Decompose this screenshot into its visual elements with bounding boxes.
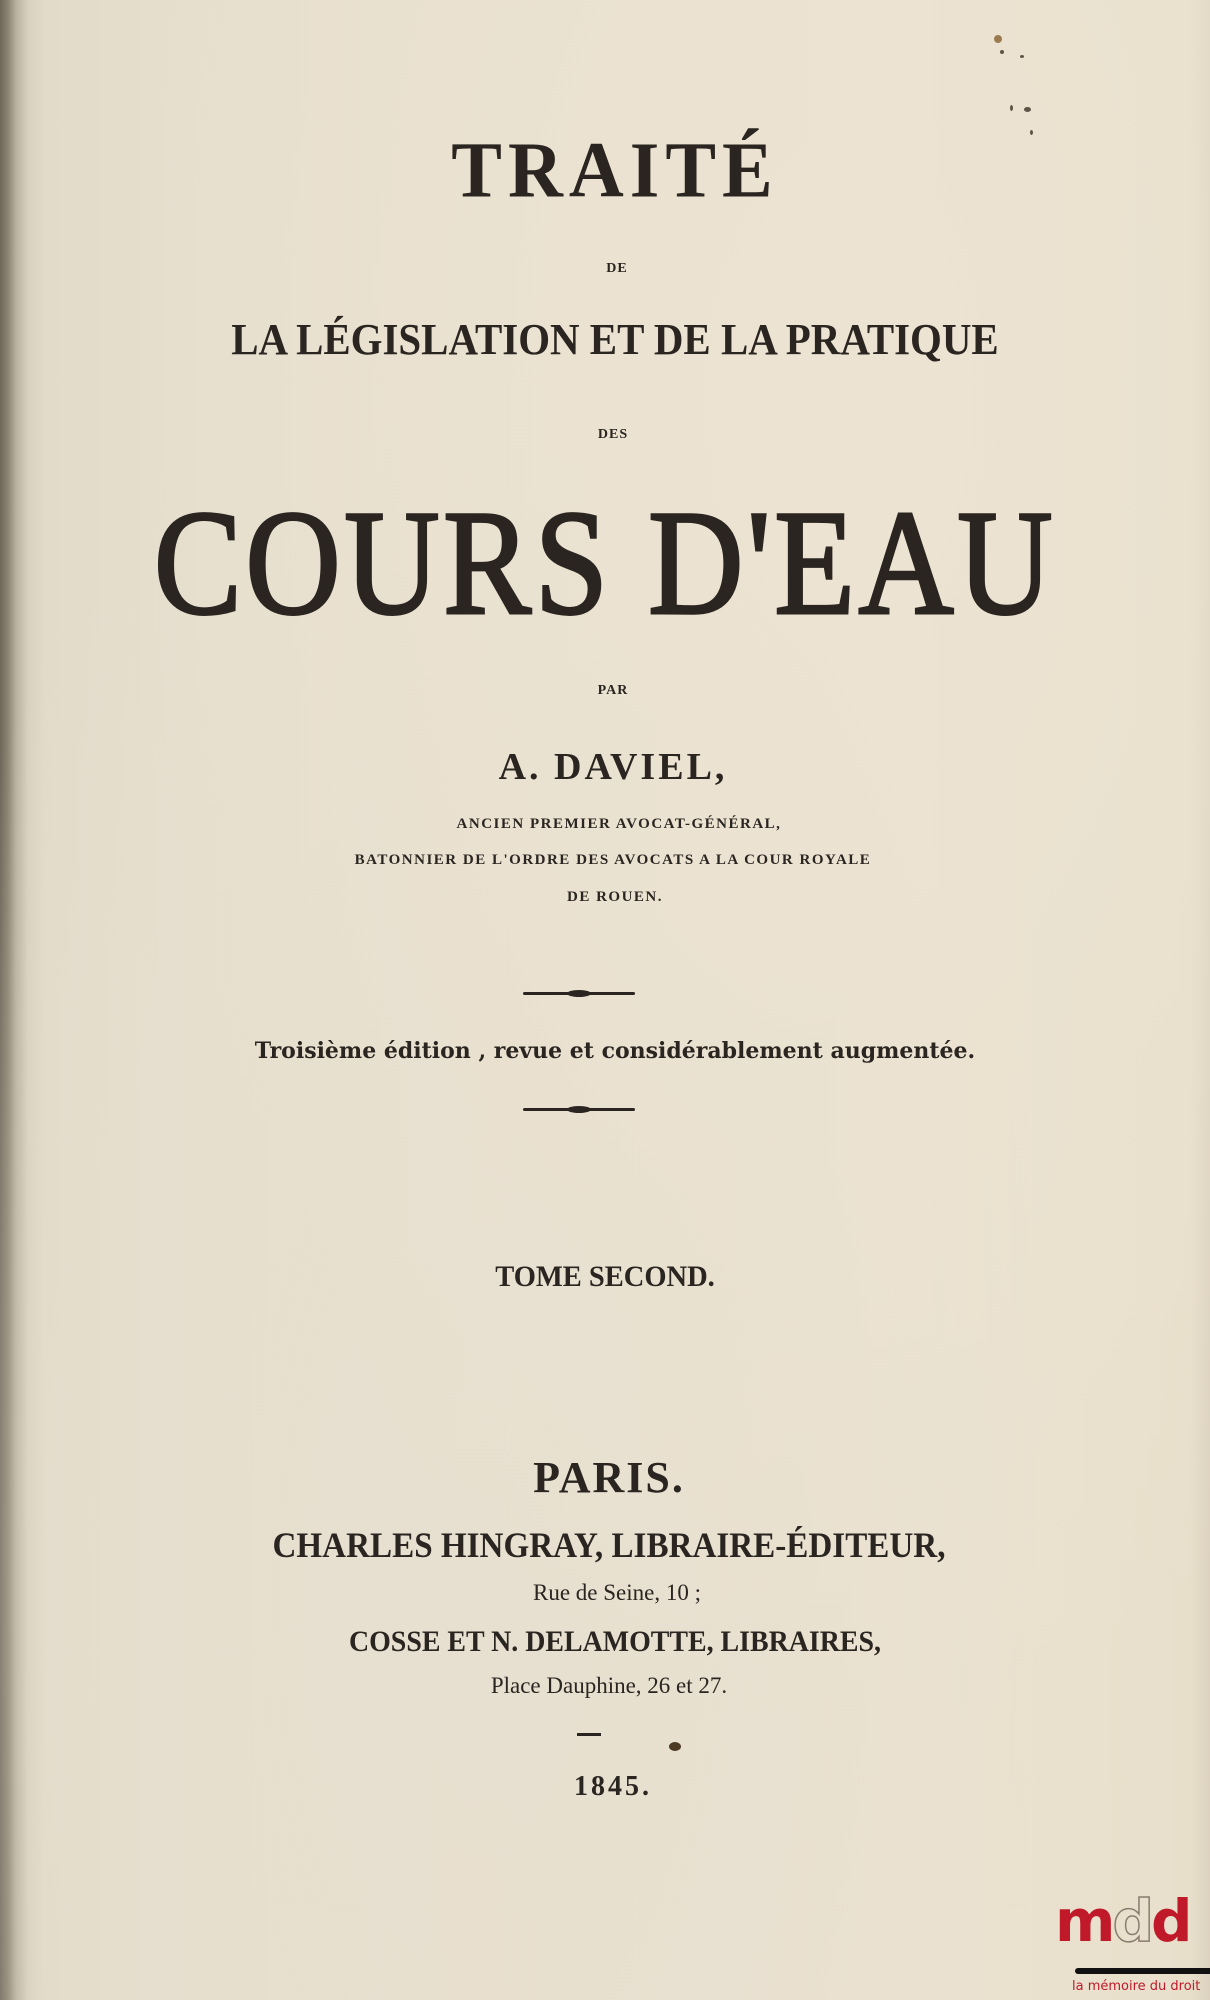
author-role-2: BATONNIER DE L'ORDRE DES AVOCATS A LA COUR ROYALE [354, 852, 872, 868]
volume-label: TOME SECOND. [495, 1260, 715, 1293]
imprint-city: PARIS. [533, 1453, 685, 1502]
publication-year: 1845. [574, 1771, 652, 1802]
imprint-publisher-2: COSSE ET N. DELAMOTTE, LIBRAIRES, [348, 1625, 882, 1658]
imprint-address-1: Rue de Seine, 10 ; [533, 1580, 701, 1605]
author-role-3: DE ROUEN. [566, 889, 663, 905]
connector-de: DE [606, 261, 628, 276]
main-subject: COURS D'EAU [153, 480, 1057, 646]
logo-tagline: la mémoire du droit [1072, 1979, 1201, 1994]
author-role-1: ANCIEN PREMIER AVOCAT-GÉNÉRAL, [456, 816, 782, 832]
book-title: TRAITÉ [451, 125, 779, 215]
book-subtitle: LA LÉGISLATION ET DE LA PRATIQUE [231, 315, 999, 364]
connector-par: PAR [597, 683, 629, 698]
ornamental-rule-top [523, 992, 635, 995]
logo-underline [1075, 1968, 1210, 1974]
ink-stain [669, 1742, 681, 1751]
imprint-address-2: Place Dauphine, 26 et 27. [490, 1673, 728, 1698]
edition-statement: Troisième édition , revue et considérablement augmentée. [254, 1038, 976, 1064]
mdd-logo-icon: mdd [1055, 1887, 1190, 1955]
author-name: A. DAVIEL, [498, 746, 728, 788]
connector-des: DES [597, 427, 629, 442]
ornamental-rule-bottom [523, 1108, 635, 1111]
paper-specks [980, 25, 1040, 145]
mdd-watermark-logo [1050, 1887, 1210, 2000]
imprint-dash [577, 1733, 601, 1736]
imprint-publisher-1: CHARLES HINGRAY, LIBRAIRE-ÉDITEUR, [272, 1525, 946, 1565]
